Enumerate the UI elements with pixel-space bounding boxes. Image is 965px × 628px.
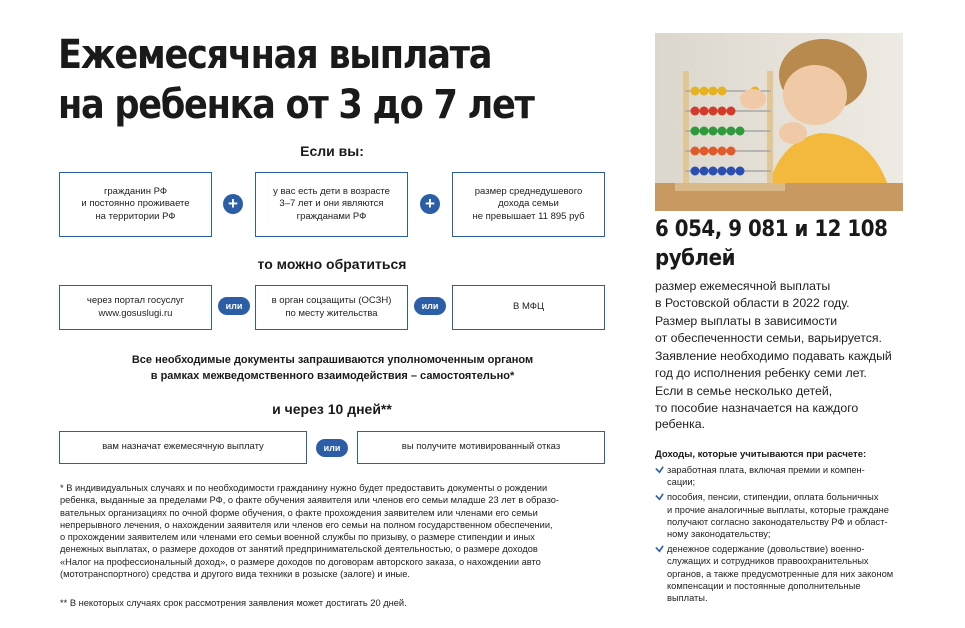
payment-amount <box>655 215 955 273</box>
income-list <box>655 464 955 607</box>
income-item <box>655 543 955 604</box>
sidebar-paragraph <box>655 278 955 311</box>
plus-icon: + <box>223 194 243 214</box>
check-icon <box>655 465 664 474</box>
sidebar-line: Размер выплаты в зависимости <box>655 314 838 328</box>
condition-line: гражданами РФ <box>296 210 367 222</box>
income-line: ному законодательству; <box>667 529 771 540</box>
footnote-line: ребенка, выданные за пределами РФ, о факте обучения заявителя или членов его семьи младше 23 лет в образо- <box>60 495 560 506</box>
sidebar-text <box>655 278 955 435</box>
condition-line: не превышает 11 895 руб <box>472 210 585 222</box>
documents-note-line: Все необходимые документы запрашиваются уполномоченным органом <box>131 354 534 366</box>
sidebar-line: то пособие назначается на каждого <box>655 400 859 415</box>
result-heading: и через 10 дней** <box>272 401 392 417</box>
income-line: сации; <box>667 477 696 488</box>
apply-option-line: по месту жительства <box>285 307 378 319</box>
check-icon <box>655 492 664 501</box>
apply-option-link[interactable]: www.gosuslugi.ru <box>98 307 173 319</box>
footnote-line: денежных выплатах, о размере доходов от занятий предпринимательской деятельностью, о размере доходов <box>60 544 538 555</box>
apply-option-line: В МФЦ <box>512 301 545 313</box>
condition-line: размер среднедушевого <box>474 185 583 197</box>
result-refusal-box <box>357 431 605 464</box>
or-badge: или <box>414 297 446 315</box>
sidebar-paragraph <box>655 313 955 346</box>
sidebar-line: год до исполнения ребенку семи лет. <box>655 365 867 380</box>
footnote-line: о прохождении заявителем или членами его семьи военной службы по призыву, о размере стипендии и иных <box>60 532 535 543</box>
conditions-heading: Если вы: <box>300 143 364 159</box>
footnote-line: вательных организациях по очной форме обучения, о факте прохождения заявителем или членами его семьи <box>60 507 538 518</box>
condition-line: у вас есть дети в возрасте <box>273 185 390 197</box>
income-line: денежное содержание (довольствие) военно- <box>667 544 865 555</box>
condition-box-children <box>255 172 408 237</box>
income-item <box>655 464 955 488</box>
footnote-2: ** В некоторых случаях срок рассмотрения заявления может достигать 20 дней. <box>60 598 407 608</box>
apply-option-oszn <box>255 285 408 330</box>
income-line: пособия, пенсии, стипендии, оплата больничных <box>667 492 879 503</box>
condition-box-income <box>452 172 605 237</box>
footnote-1 <box>60 482 620 580</box>
condition-line: и постоянно проживаете <box>81 198 190 210</box>
result-approved-text: вам назначат ежемесячную выплату <box>102 441 264 453</box>
income-line: получают согласно законодательству РФ и област- <box>667 516 888 527</box>
sidebar-line: Если в семье несколько детей, <box>655 384 833 398</box>
condition-line: дохода семьи <box>498 198 559 210</box>
payment-amount-line: рублей <box>655 246 736 271</box>
sidebar-paragraph <box>655 383 955 433</box>
sidebar-paragraph <box>655 348 955 381</box>
payment-amount-line: 6 054, 9 081 и 12 108 <box>655 217 888 242</box>
income-line: служащих и сотрудников правоохранительных <box>667 556 869 567</box>
sidebar-line: от обеспеченности семьи, варьируется. <box>655 330 882 345</box>
sidebar-line: Заявление необходимо подавать каждый <box>655 349 892 363</box>
or-badge: или <box>316 439 348 457</box>
title-line-1: Ежемесячная выплата <box>58 32 492 78</box>
result-refusal-text: вы получите мотивированный отказ <box>401 441 561 453</box>
income-item <box>655 491 955 540</box>
page-title <box>58 30 618 130</box>
condition-line: на территории РФ <box>95 210 176 222</box>
check-icon <box>655 544 664 553</box>
apply-option-line: в орган соцзащиты (ОСЗН) <box>271 295 392 306</box>
footnote-line: (мототранспортного) средства и другого вида техники в розыске (залоге) и иные. <box>60 569 410 580</box>
sidebar-line: размер ежемесячной выплаты <box>655 279 831 293</box>
sidebar-line: в Ростовской области в 2022 году. <box>655 295 850 310</box>
condition-line: 3–7 лет и они являются <box>279 198 384 210</box>
apply-option-line: через портал госуслуг <box>86 295 185 306</box>
apply-heading: то можно обратиться <box>257 256 407 272</box>
income-line: и прочие аналогичные выплаты, которые граждане <box>667 504 889 515</box>
title-line-2: на ребенка от 3 до 7 лет <box>58 82 534 128</box>
apply-option-gosuslugi <box>59 285 212 330</box>
income-line: заработная плата, включая премии и компен- <box>667 465 865 475</box>
condition-box-citizen <box>59 172 212 237</box>
condition-line: гражданин РФ <box>103 185 168 197</box>
footnote-line: «Налог на профессиональный доход», о размере доходов по договорам авторского заказа, о нахождении авто <box>60 556 541 567</box>
footnote-line: * В индивидуальных случаях и по необходимости гражданину нужно будет предоставить документы о рождении <box>60 483 548 493</box>
documents-note <box>100 352 565 384</box>
footnote-line: непрерывного лечения, о нахождении заявителя или членов его семьи на полном государственном обеспечении, <box>60 519 553 530</box>
income-line: выплаты. <box>667 593 708 604</box>
child-with-abacus-photo <box>655 33 903 211</box>
income-line: органов, а также предусмотренные для них законом <box>667 568 894 579</box>
plus-icon: + <box>420 194 440 214</box>
documents-note-line: в рамках межведомственного взаимодействия – самостоятельно* <box>150 370 515 382</box>
income-line: компенсации и постоянные дополнительные <box>667 580 861 591</box>
income-heading: Доходы, которые учитываются при расчете: <box>655 449 867 460</box>
apply-option-mfc <box>452 285 605 330</box>
sidebar-line: ребенка. <box>655 417 705 431</box>
or-badge: или <box>218 297 250 315</box>
result-approved-box <box>59 431 307 464</box>
